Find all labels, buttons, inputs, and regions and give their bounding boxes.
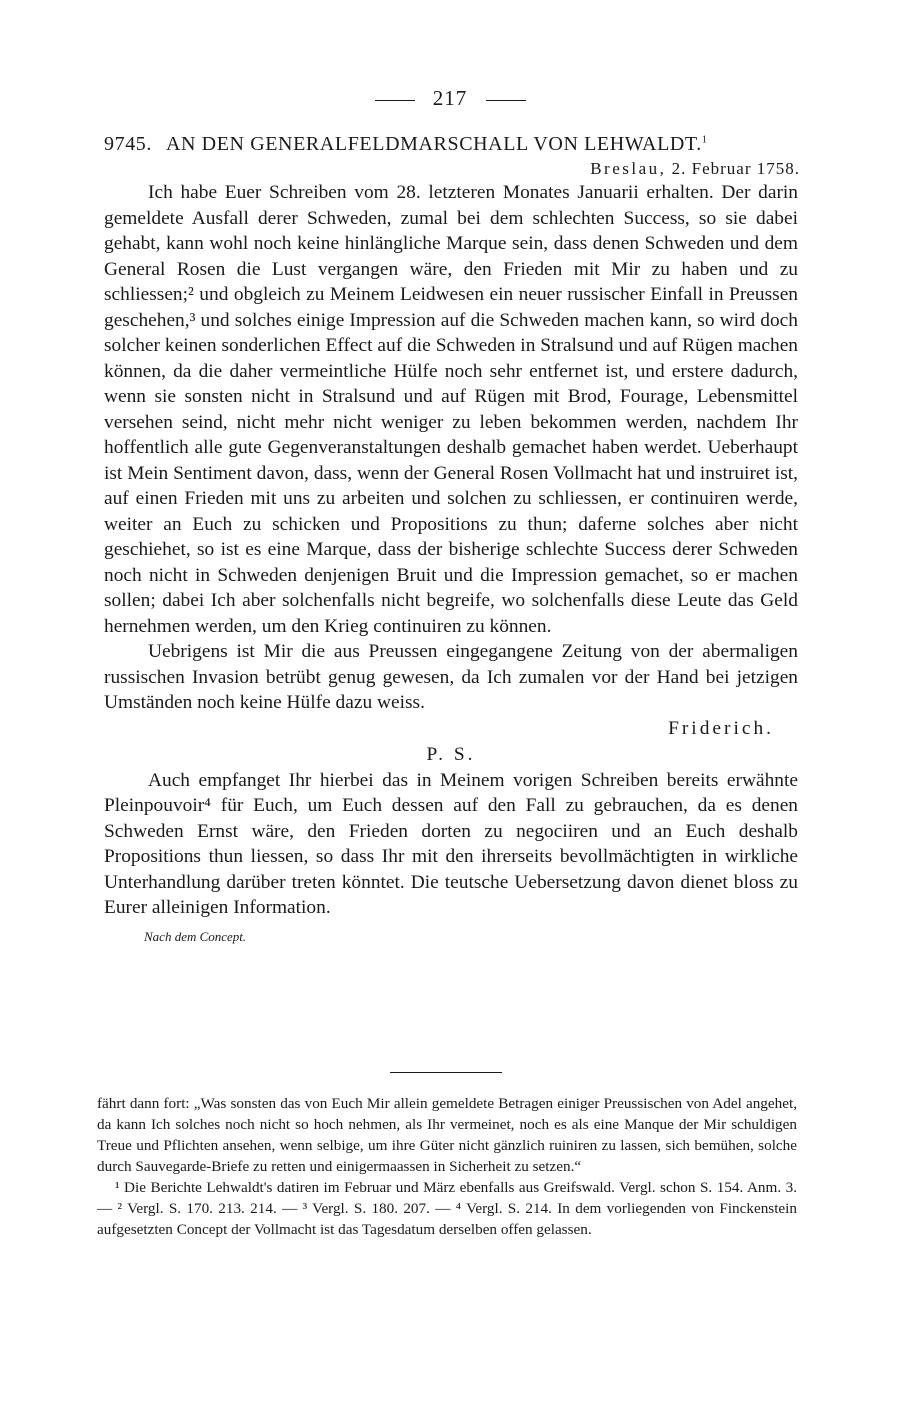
page-number-text: 217 (432, 86, 468, 110)
paragraph-1: Ich habe Euer Schreiben vom 28. letzteren Monates Januarii erhalten. Der darin gemeldete Ausfall derer Schweden, zumal bei dem schlechten Success, so sie dabei gehabt, kann wohl noch keine hinlängliche Marque sein, dass denen Schweden und dem General Rosen die Lust vergangen wäre, den Frieden mit Mir zu haben und zu schliessen;² und obgleich zu Meinem Leidwesen ein neuer russischer Einfall in Preussen geschehen,³ und solches einige Impression auf die Schweden machen kann, so wird doch solcher keinen sonderlichen Effect auf die Schweden in Stralsund und auf Rügen machen können, da die daher vermeintliche Hülfe noch sehr entfernet ist, und erstere dadurch, wenn sie sonsten nicht in Stralsund und auf Rügen mit Brod, Fourage, Lebensmittel versehen seind, nicht mehr nicht weniger zu leben bekommen werden, nachdem Ihr hoffentlich alle gute Gegenveranstaltungen deshalb gemachet haben werdet. Ueberhaupt ist Mein Sentiment davon, dass, wenn der General Rosen Vollmacht hat und instruiret ist, auf einen Frieden mit uns zu arbeiten und solchen zu schliessen, er continuiren werde, weiter an Euch zu schicken und Propositions zu thun; daferne solches aber nicht geschiehet, so ist es eine Marque, dass der bisherige schlechte Success derer Schweden noch nicht in Schweden denjenigen Bruit und die Impression gemachet, so er machen sollen; dabei Ich aber solchenfalls nicht begreife, wo solchenfalls diese Leute das Geld hernehmen werden, um den Krieg continuiren zu können. (104, 182, 798, 637)
letter-heading (104, 133, 804, 156)
ps-heading: P. S. (426, 743, 476, 765)
page-number (0, 86, 900, 111)
paragraph-2: Uebrigens ist Mir die aus Preussen eingegangene Zeitung von der abermaligen russischen Invasion betrübt genug gewesen, da Ich zumalen vor der Hand bei jetzigen Umständen noch keine Hülfe dazu weiss. (104, 641, 798, 713)
title-footnote-mark: 1 (701, 134, 708, 146)
source-note: Nach dem Concept. (144, 928, 247, 944)
letter-place: Breslau, (590, 159, 667, 178)
place-date (590, 159, 800, 179)
letter-body (104, 180, 798, 946)
letter-number: 9745. (104, 133, 152, 155)
footnotes (97, 1093, 797, 1240)
page-number-dash-right (486, 100, 526, 101)
footnote-continuation: fährt dann fort: „Was sonsten das von Euch Mir allein gemeldete Betragen einiger Preussischen von Adel angehet, da kann Ich solches noch nicht so hoch nehmen, als Ihr vermeinet, noch es als eine Manque der Mir schuldigen Treue und Pflichten ansehen, wenn selbige, um ihre Güter nicht gänzlich ruiniren zu lassen, sich bemühen, solche durch Sauvegarde-Briefe zu retten und einigermaassen in Sicherheit zu setzen.“ (97, 1095, 797, 1175)
letter-date: 2. Februar 1758. (671, 159, 800, 178)
ps-paragraph: Auch empfanget Ihr hierbei das in Meinem vorigen Schreiben bereits erwähnte Pleinpouvoir⁴ für Euch, um Euch dessen auf den Fall zu gebrauchen, da es denen Schweden Ernst wäre, den Frieden dorten zu negociiren und an Euch deshalb Propositions thun liessen, so dass Ihr mit den ihrerseits bevollmächtigten in wirkliche Unterhandlung darüber treten könntet. Die teutsche Uebersetzung davon dienet bloss zu Eurer alleinigen Information. (104, 769, 798, 918)
page-number-dash-left (375, 100, 415, 101)
signature: Friderich. (668, 717, 774, 739)
footnote-divider (390, 1072, 502, 1073)
letter-title: AN DEN GENERALFELDMARSCHALL VON LEHWALDT. (166, 133, 702, 155)
footnote-list: ¹ Die Berichte Lehwaldt's datiren im Februar und März ebenfalls aus Greifswald. Vergl. schon S. 154. Anm. 3. — ² Vergl. S. 170. 213. 214. — ³ Vergl. S. 180. 207. — ⁴ Vergl. S. 214. In dem vorliegenden von Finckenstein aufgesetzten Concept der Vollmacht ist das Tagesdatum derselben offen gelassen. (97, 1179, 797, 1238)
